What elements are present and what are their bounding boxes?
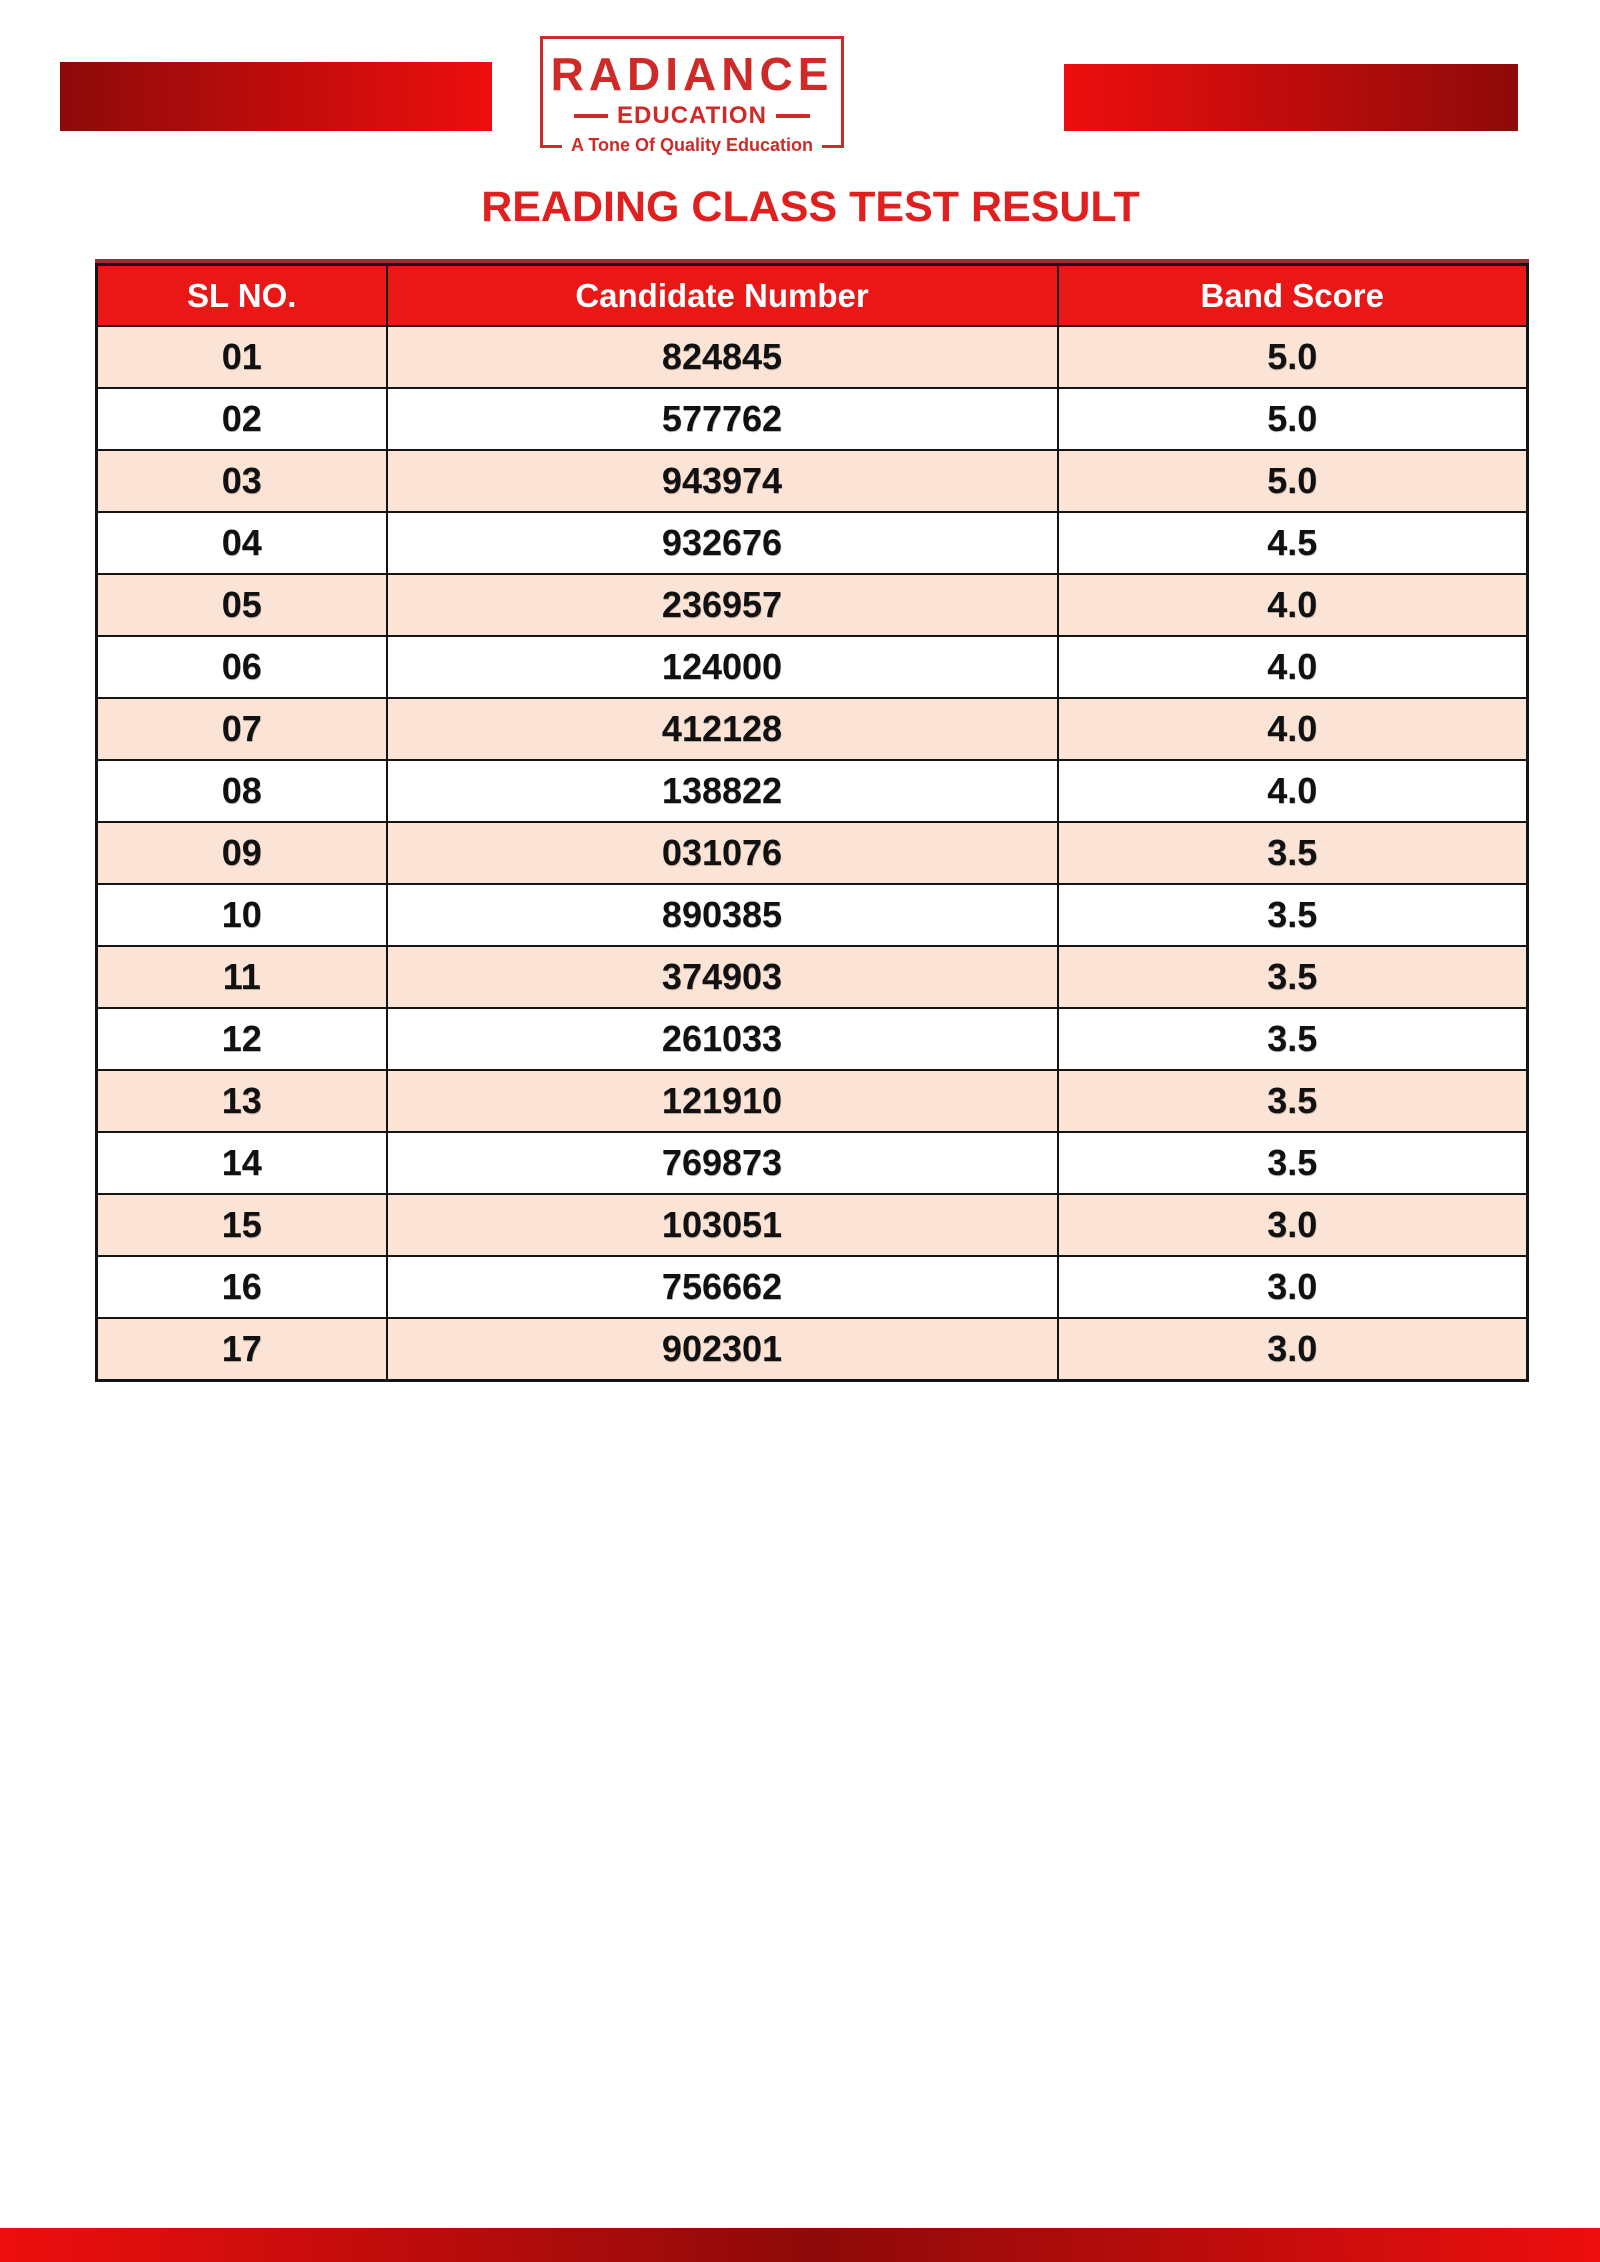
header-cell-band-score: Band Score [1058, 265, 1528, 327]
cell-sl: 05 [97, 574, 387, 636]
cell-band: 4.0 [1058, 760, 1528, 822]
cell-band: 3.5 [1058, 1008, 1528, 1070]
right-accent-bar [1064, 64, 1518, 131]
table-row [97, 1194, 1528, 1256]
cell-band: 3.5 [1058, 946, 1528, 1008]
page-title: READING CLASS TEST RESULT [481, 183, 1140, 231]
cell-sl: 13 [97, 1070, 387, 1132]
table-row [97, 1318, 1528, 1381]
logo-right-dash [776, 114, 810, 118]
cell-candidate: 261033 [387, 1008, 1058, 1070]
table-row [97, 1256, 1528, 1318]
results-table-body [97, 326, 1528, 1381]
logo-brand-text: RADIANCE [550, 48, 834, 100]
cell-candidate: 577762 [387, 388, 1058, 450]
cell-band: 3.0 [1058, 1194, 1528, 1256]
cell-band: 3.5 [1058, 1132, 1528, 1194]
cell-band: 4.5 [1058, 512, 1528, 574]
logo-subtitle-row [543, 104, 841, 128]
table-row [97, 512, 1528, 574]
table-row [97, 946, 1528, 1008]
cell-candidate: 031076 [387, 822, 1058, 884]
cell-candidate: 138822 [387, 760, 1058, 822]
logo-tagline-text: A Tone Of Quality Education [562, 135, 822, 156]
cell-candidate: 121910 [387, 1070, 1058, 1132]
cell-band: 5.0 [1058, 388, 1528, 450]
cell-sl: 16 [97, 1256, 387, 1318]
cell-candidate: 902301 [387, 1318, 1058, 1381]
table-row [97, 450, 1528, 512]
cell-candidate: 236957 [387, 574, 1058, 636]
logo-subtitle-text: EDUCATION [617, 102, 767, 129]
cell-sl: 07 [97, 698, 387, 760]
table-row [97, 1008, 1528, 1070]
cell-candidate: 769873 [387, 1132, 1058, 1194]
cell-sl: 15 [97, 1194, 387, 1256]
cell-sl: 11 [97, 946, 387, 1008]
table-row [97, 574, 1528, 636]
cell-sl: 12 [97, 1008, 387, 1070]
table-row [97, 636, 1528, 698]
cell-sl: 02 [97, 388, 387, 450]
cell-band: 3.5 [1058, 884, 1528, 946]
table-row [97, 1070, 1528, 1132]
cell-band: 3.0 [1058, 1256, 1528, 1318]
cell-band: 5.0 [1058, 450, 1528, 512]
cell-sl: 14 [97, 1132, 387, 1194]
cell-candidate: 932676 [387, 512, 1058, 574]
cell-band: 5.0 [1058, 326, 1528, 388]
table-row [97, 884, 1528, 946]
radiance-logo [540, 36, 844, 155]
cell-sl: 04 [97, 512, 387, 574]
table-row [97, 760, 1528, 822]
header-cell-candidate-number: Candidate Number [387, 265, 1058, 327]
cell-candidate: 412128 [387, 698, 1058, 760]
table-row [97, 326, 1528, 388]
cell-band: 4.0 [1058, 574, 1528, 636]
table-row [97, 698, 1528, 760]
cell-band: 3.0 [1058, 1318, 1528, 1381]
cell-sl: 17 [97, 1318, 387, 1381]
footer-accent-bar [0, 2228, 1600, 2262]
left-accent-bar [60, 62, 492, 131]
results-table [95, 263, 1529, 1382]
cell-candidate: 756662 [387, 1256, 1058, 1318]
cell-sl: 09 [97, 822, 387, 884]
cell-sl: 06 [97, 636, 387, 698]
cell-candidate: 943974 [387, 450, 1058, 512]
header-row [97, 265, 1528, 327]
cell-sl: 01 [97, 326, 387, 388]
cell-candidate: 824845 [387, 326, 1058, 388]
table-row [97, 1132, 1528, 1194]
logo-left-dash [574, 114, 608, 118]
results-table-header [97, 265, 1528, 327]
cell-candidate: 374903 [387, 946, 1058, 1008]
cell-candidate: 124000 [387, 636, 1058, 698]
cell-candidate: 103051 [387, 1194, 1058, 1256]
cell-band: 4.0 [1058, 698, 1528, 760]
header-cell-sl-no: SL NO. [97, 265, 387, 327]
cell-sl: 08 [97, 760, 387, 822]
cell-band: 3.5 [1058, 1070, 1528, 1132]
cell-band: 3.5 [1058, 822, 1528, 884]
cell-band: 4.0 [1058, 636, 1528, 698]
table-row [97, 388, 1528, 450]
cell-candidate: 890385 [387, 884, 1058, 946]
cell-sl: 03 [97, 450, 387, 512]
table-row [97, 822, 1528, 884]
cell-sl: 10 [97, 884, 387, 946]
